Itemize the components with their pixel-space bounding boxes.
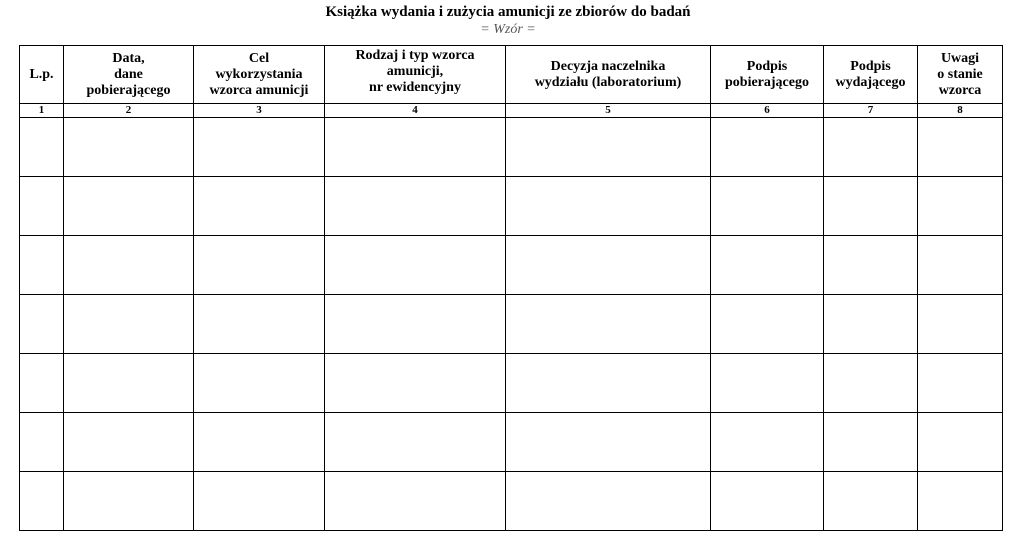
table-cell <box>194 295 325 354</box>
table-cell <box>20 472 64 531</box>
table-cell <box>918 413 1003 472</box>
table-cell <box>824 354 918 413</box>
table-cell <box>64 413 194 472</box>
table-row <box>20 354 1003 413</box>
table-cell <box>824 236 918 295</box>
table-cell <box>194 472 325 531</box>
ammunition-issue-table <box>19 45 1003 531</box>
table-cell <box>325 472 506 531</box>
table-row <box>20 413 1003 472</box>
column-number-row <box>20 104 1003 118</box>
table-cell <box>824 413 918 472</box>
table-cell <box>64 118 194 177</box>
header-issuer-signature: Podpis wydającego <box>824 46 918 104</box>
table-cell <box>918 354 1003 413</box>
table-cell <box>325 354 506 413</box>
table-row <box>20 472 1003 531</box>
table-row <box>20 295 1003 354</box>
table-cell <box>711 177 824 236</box>
column-number: 6 <box>711 104 824 118</box>
table-cell <box>20 295 64 354</box>
table-cell <box>20 236 64 295</box>
table-cell <box>506 177 711 236</box>
table-cell <box>64 177 194 236</box>
table-cell <box>20 354 64 413</box>
table-cell <box>711 295 824 354</box>
column-number: 7 <box>824 104 918 118</box>
table-cell <box>64 472 194 531</box>
header-ammunition-type: Rodzaj i typ wzorca amunicji, nr ewidencyjny <box>325 46 506 104</box>
header-date-recipient: Data, dane pobierającego <box>64 46 194 104</box>
table-cell <box>194 236 325 295</box>
table-cell <box>506 413 711 472</box>
table-cell <box>325 295 506 354</box>
document-subtitle: = Wzór = <box>480 22 536 37</box>
header-recipient-signature: Podpis pobierającego <box>711 46 824 104</box>
header-purpose: Cel wykorzystania wzorca amunicji <box>194 46 325 104</box>
table-cell <box>20 413 64 472</box>
column-number: 1 <box>20 104 64 118</box>
table-cell <box>20 118 64 177</box>
table-cell <box>194 177 325 236</box>
table-cell <box>64 236 194 295</box>
header-remarks: Uwagi o stanie wzorca <box>918 46 1003 104</box>
column-number: 2 <box>64 104 194 118</box>
header-decision: Decyzja naczelnika wydziału (laboratorium) <box>506 46 711 104</box>
table-cell <box>506 118 711 177</box>
table-cell <box>194 118 325 177</box>
table-cell <box>194 354 325 413</box>
table-cell <box>824 472 918 531</box>
table-cell <box>918 177 1003 236</box>
column-number: 8 <box>918 104 1003 118</box>
table-cell <box>506 236 711 295</box>
table-cell <box>711 236 824 295</box>
table-cell <box>824 177 918 236</box>
table-cell <box>711 118 824 177</box>
table-cell <box>325 118 506 177</box>
column-number: 4 <box>325 104 506 118</box>
table-row <box>20 177 1003 236</box>
table-cell <box>918 472 1003 531</box>
column-number: 3 <box>194 104 325 118</box>
table-cell <box>506 472 711 531</box>
table-cell <box>325 236 506 295</box>
table-cell <box>325 413 506 472</box>
table-cell <box>20 177 64 236</box>
column-number: 5 <box>506 104 711 118</box>
table-cell <box>194 413 325 472</box>
table-cell <box>64 295 194 354</box>
header-row <box>20 46 1003 104</box>
table-cell <box>64 354 194 413</box>
table-cell <box>711 354 824 413</box>
table-cell <box>824 118 918 177</box>
header-lp: L.p. <box>20 46 64 104</box>
table-cell <box>824 295 918 354</box>
table-cell <box>918 118 1003 177</box>
table-cell <box>711 472 824 531</box>
table-cell <box>506 295 711 354</box>
table-row <box>20 236 1003 295</box>
table-cell <box>506 354 711 413</box>
document-title: Książka wydania i zużycia amunicji ze zbiorów do badań <box>325 4 691 20</box>
table-cell <box>918 236 1003 295</box>
table-cell <box>918 295 1003 354</box>
table-cell <box>711 413 824 472</box>
table-row <box>20 118 1003 177</box>
table-cell <box>325 177 506 236</box>
